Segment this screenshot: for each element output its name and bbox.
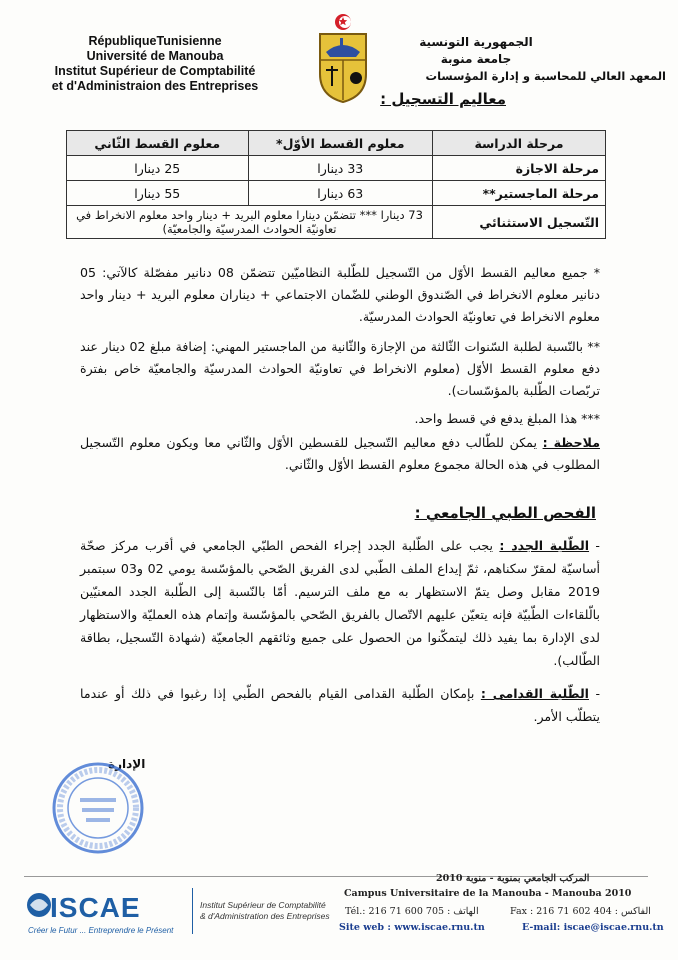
level-cell: التّسجيل الاستثنائي xyxy=(433,206,606,239)
header-ar-line: جامعة منوبة xyxy=(440,52,512,66)
header-arabic xyxy=(326,34,666,85)
header-fr-line: RépubliqueTunisienne xyxy=(88,34,222,48)
footer-website[interactable]: Site web : www.iscae.rnu.tn xyxy=(339,922,485,933)
footer-campus-ar: المركب الجامعي بمنوبة - منوبة 2010 xyxy=(436,873,590,884)
header-french xyxy=(30,34,280,94)
section-title-fees: معاليم التسجيل : xyxy=(380,90,506,108)
second-fee-cell: 25 دينارا xyxy=(67,156,249,181)
exceptional-fee-cell: 73 دينارا *** تتضمّن دينارا معلوم البريد + دينار واحد معلوم الانخراط في تعاونيّة الحوادث المدرسيّة والجامعيّة) xyxy=(67,206,433,239)
note-3: *** هذا المبلغ يدفع في قسط واحد. xyxy=(414,411,600,426)
footer-campus: Campus Universitaire de la Manouba - Manouba 2010 xyxy=(344,888,632,899)
table-header: معلوم القسط الأوّل* xyxy=(248,131,433,156)
remark xyxy=(80,432,600,476)
table-header: مرحلة الدراسة xyxy=(433,131,606,156)
official-round-stamp-icon xyxy=(50,760,146,856)
new-students-label: الطّلبة الجدد : xyxy=(499,538,590,553)
table-row xyxy=(67,181,606,206)
header-ar-line: المعهد العالي للمحاسبة و إدارة المؤسسات xyxy=(425,69,666,83)
note-1: * جميع معاليم القسط الأوّل من التّسجيل للطّلبة النظاميّين تتضمّن 08 دنانير مفصّلة كالآتي: 05 دنانير معلوم الانخراط في الصّندوق الوطني للضّمان الاجتماعي + ديناران معلوم البريد + دينار واحد معلوم الانخراط في تعاونيّة الحوادث المدرسيّة. xyxy=(80,265,601,324)
old-students-text: بإمكان الطّلبة القدامى القيام بالفحص الطّبي إذا رغبوا في ذلك أو عندما يتطلّب الأمر. xyxy=(80,686,600,724)
remark-text: يمكن للطّالب دفع معاليم التّسجيل للقسطين الأوّل والثّاني معا ويكون معلوم التّسجيل المطلوب في هذه الحالة مجموع معلوم القسط الأوّل والثّاني. xyxy=(80,435,600,472)
first-fee-cell: 63 دينارا xyxy=(248,181,433,206)
section-title-medical: الفحص الطبي الجامعي : xyxy=(414,504,596,522)
header-ar-line: الجمهورية التونسية xyxy=(419,35,533,49)
footer-logo-divider xyxy=(192,888,193,934)
old-students-label: الطّلبة القدامى : xyxy=(480,686,589,701)
first-fee-cell: 33 دينارا xyxy=(248,156,433,181)
header-fr-line: Université de Manouba xyxy=(86,49,224,63)
new-students-text: يجب على الطّلبة الجدد إجراء الفحص الطبّي الجامعي في أقرب مركز صحّة أساسيّة لمقرّ سكناهم، ثمّ إيداع الملف الطّبي لدى الفريق الصّحي بالمؤسّسة يومي 02 و03 سبتمبر 2019 مقابل وصل يتمّ الاستظهار به مع ملف الترسيم. أمّا بالنّسبة إلى الطّلبة الجدد المعنيّين بالّلقاءات الطّبيّة فإنه يتعيّن عليهم الاتّصال بالفريق الصّحي بالمؤسّسة وإتمام هذه العمليّة والاستظهار لدى الإدارة بما يفيد ذلك ليتمكّنوا من الحصول على جميع وثائقهم الجامعيّة (شهادة التّسجيل، بطاقة الطّالب). xyxy=(80,538,600,668)
second-fee-cell: 55 دينارا xyxy=(67,181,249,206)
header-fr-line: et d'Administraion des Entreprises xyxy=(51,79,259,93)
footer-institute xyxy=(200,900,330,922)
fees-table xyxy=(66,130,606,239)
header-fr-line: Institut Supérieur de Comptabilité xyxy=(54,64,256,78)
iscae-tagline: Créer le Futur ... Entreprendre le Présent xyxy=(28,926,174,935)
table-row xyxy=(67,206,606,239)
note-2: ** بالنّسبة لطلبة السّنوات الثّالثة من الإجازة والثّانية من الماجستير المهني: إضافة مبلغ 02 دينار عند دفع معلوم القسط الأوّل (معلوم الانخراط في تعاونيّة الحوادث المدرسيّة والجامعيّة خاص بفترة تربّصات الطّلبة بالمؤسّسات). xyxy=(80,339,600,398)
level-cell: مرحلة الاجازة xyxy=(433,156,606,181)
footer-tel: Tél.: 216 71 600 705 : الهاتف xyxy=(345,906,479,917)
iscae-logo-icon xyxy=(26,890,52,920)
footer-email[interactable]: E-mail: iscae@iscae.rnu.tn xyxy=(522,922,664,933)
table-header-row xyxy=(67,131,606,156)
level-cell: مرحلة الماجستير** xyxy=(433,181,606,206)
medical-old-students: - الطّلبة القدامى : بإمكان الطّلبة القدامى القيام بالفحص الطّبي إذا رغبوا في ذلك أو عندما يتطلّب الأمر. xyxy=(80,686,600,724)
medical-new-students: - الطّلبة الجدد : يجب على الطّلبة الجدد إجراء الفحص الطبّي الجامعي في أقرب مركز صحّة أساسيّة لمقرّ سكناهم، ثمّ إيداع الملف الطّبي لدى الفريق الصّحي بالمؤسّسة يومي 02 و03 سبتمبر 2019 مقابل وصل يتمّ الاستظهار به مع ملف الترسيم. أمّا بالنّسبة إلى الطّلبة الجدد المعنيّين بالّلقاءات الطّبيّة فإنه يتعيّن عليهم الاتّصال بالفريق الصّحي بالمؤسّسة وإتمام هذه العمليّة والاستظهار لدى الإدارة بما يفيد ذلك ليتمكّنوا من الحصول على جميع وثائقهم الجامعيّة (شهادة التّسجيل، بطاقة الطّالب). xyxy=(80,538,600,668)
signature-label: الإدارة xyxy=(108,757,146,771)
table-row xyxy=(67,156,606,181)
footer-inst-line: & d'Administration des Entreprises xyxy=(200,911,330,921)
footer-inst-line: Institut Supérieur de Comptabilité xyxy=(200,900,326,910)
table-header: معلوم القسط الثّاني xyxy=(67,131,249,156)
remark-label: ملاحظة : xyxy=(542,435,600,450)
footer-fax: Fax : 216 71 602 404 : الفاكس xyxy=(510,906,651,917)
iscae-logo-text: ISCAE xyxy=(50,892,141,923)
